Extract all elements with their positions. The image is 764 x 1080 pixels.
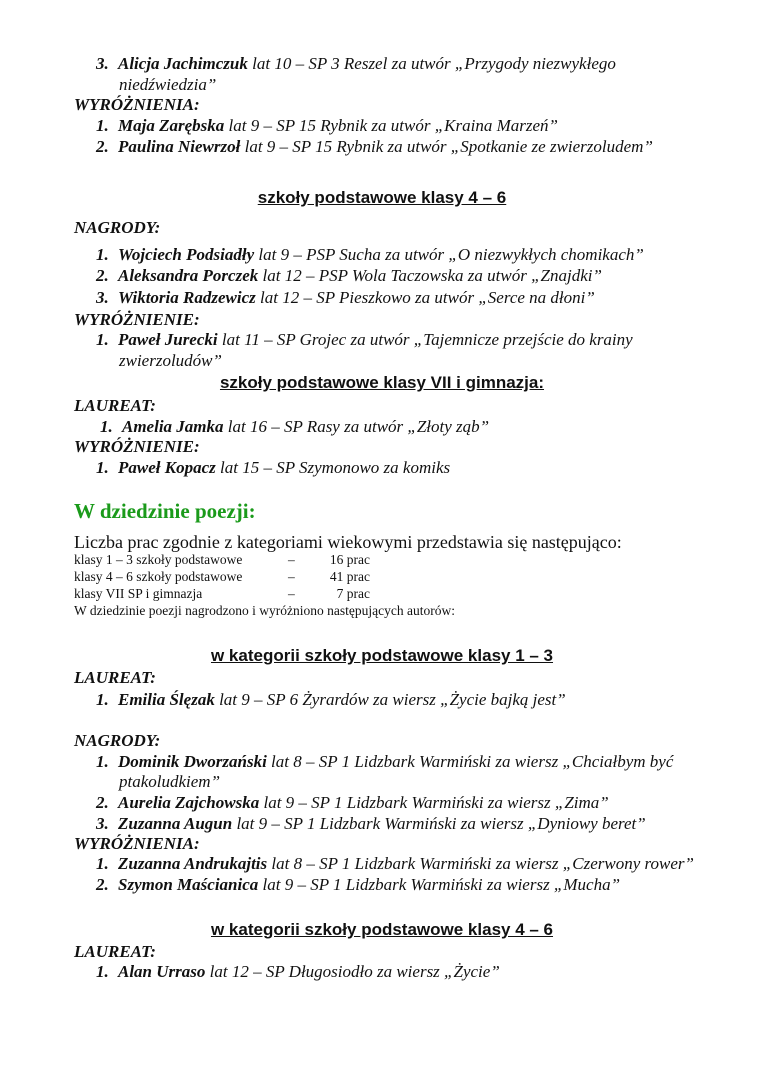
- item-details: lat 15 – SP Szymonowo za komiks: [215, 458, 451, 477]
- item-name: Alan Urraso: [118, 962, 206, 981]
- item-name: Paweł Jurecki: [118, 330, 218, 349]
- item-number: 1.: [96, 458, 109, 477]
- item-name: Paulina Niewrzoł: [118, 137, 241, 156]
- list-item: [96, 288, 595, 308]
- item-continuation: ptakoludkiem”: [119, 772, 221, 791]
- laureate-label: LAUREAT:: [74, 396, 156, 415]
- list-item: [96, 690, 566, 710]
- count-row: [74, 568, 370, 585]
- count-label: klasy 4 – 6 szkoły podstawowe: [74, 569, 243, 584]
- count-row: [74, 585, 370, 602]
- poetry-outro: W dziedzinie poezji nagrodzono i wyróżniono następujących autorów:: [74, 603, 455, 618]
- list-item: [96, 793, 609, 813]
- item-details: lat 10 – SP 3 Reszel za utwór „Przygody niezwykłego: [247, 54, 616, 73]
- item-details: lat 8 – SP 1 Lidzbark Warmiński za wiersz „Czerwony rower”: [267, 854, 694, 873]
- item-number: 1.: [100, 417, 113, 436]
- list-item: [96, 875, 620, 895]
- item-name: Aurelia Zajchowska: [118, 793, 260, 812]
- item-name: Zuzanna Augun: [118, 814, 233, 833]
- item-name: Dominik Dworzański: [118, 752, 267, 771]
- item-details: lat 9 – SP 15 Rybnik za utwór „Spotkanie ze zwierzoludem”: [240, 137, 653, 156]
- item-details: lat 9 – PSP Sucha za utwór „O niezwykłych chomikach”: [254, 245, 644, 264]
- list-item: [96, 266, 602, 286]
- list-item: [96, 962, 500, 982]
- item-details: lat 16 – SP Rasy za utwór „Złoty ząb”: [223, 417, 490, 436]
- item-number: 1.: [96, 752, 109, 771]
- laureate-label: LAUREAT:: [74, 668, 156, 687]
- item-number: 1.: [96, 854, 109, 873]
- list-item: [96, 245, 644, 265]
- item-name: Maja Zarębska: [118, 116, 225, 135]
- item-name: Aleksandra Porczek: [118, 266, 259, 285]
- list-item: [96, 137, 653, 157]
- item-details: lat 12 – SP Pieszkowo za utwór „Serce na dłoni”: [255, 288, 595, 307]
- item-details: lat 9 – SP 1 Lidzbark Warmiński za wiersz „Mucha”: [258, 875, 621, 894]
- count-value: 16 prac: [329, 552, 370, 567]
- count-label: klasy 1 – 3 szkoły podstawowe: [74, 552, 243, 567]
- list-item: [96, 752, 673, 772]
- list-item: [100, 417, 489, 437]
- item-number: 2.: [96, 266, 109, 285]
- list-item: [96, 814, 646, 834]
- item-details: lat 9 – SP 1 Lidzbark Warmiński za wiersz „Zima”: [259, 793, 609, 812]
- awards-label: NAGRODY:: [74, 218, 161, 237]
- count-label: klasy VII SP i gimnazja: [74, 586, 203, 601]
- section-heading: szkoły podstawowe klasy 4 – 6: [257, 188, 507, 207]
- item-name: Zuzanna Andrukajtis: [118, 854, 268, 873]
- item-number: 3.: [96, 288, 109, 307]
- laureate-label: LAUREAT:: [74, 942, 156, 961]
- item-details: lat 12 – SP Długosiodło za wiersz „Życie”: [205, 962, 500, 981]
- item-details: lat 9 – SP 15 Rybnik za utwór „Kraina Marzeń”: [224, 116, 558, 135]
- item-number: 1.: [96, 690, 109, 709]
- count-row: [74, 551, 370, 568]
- list-item: [96, 54, 616, 74]
- item-name: Amelia Jamka: [122, 417, 224, 436]
- count-dash: –: [288, 586, 295, 601]
- item-details: lat 9 – SP 6 Żyrardów za wiersz „Życie bajką jest”: [214, 690, 566, 709]
- item-number: 2.: [96, 875, 109, 894]
- list-item: [96, 458, 450, 478]
- item-details: lat 8 – SP 1 Lidzbark Warmiński za wiersz „Chciałbym być: [266, 752, 674, 771]
- item-name: Szymon Maścianica: [118, 875, 259, 894]
- item-number: 1.: [96, 116, 109, 135]
- item-number: 3.: [96, 814, 109, 833]
- item-number: 3.: [96, 54, 109, 73]
- item-name: Paweł Kopacz: [118, 458, 216, 477]
- item-name: Alicja Jachimczuk: [118, 54, 248, 73]
- poetry-title: W dziedzinie poezji:: [74, 499, 256, 523]
- list-item: [96, 854, 694, 874]
- section-heading: w kategorii szkoły podstawowe klasy 1 – 3: [210, 646, 554, 665]
- list-item: [96, 330, 633, 350]
- count-dash: –: [288, 552, 295, 567]
- item-number: 1.: [96, 962, 109, 981]
- section-heading: w kategorii szkoły podstawowe klasy 4 – 6: [210, 920, 554, 939]
- item-details: lat 9 – SP 1 Lidzbark Warmiński za wiersz „Dyniowy beret”: [232, 814, 646, 833]
- item-number: 1.: [96, 330, 109, 349]
- section-heading: szkoły podstawowe klasy VII i gimnazja:: [219, 373, 545, 392]
- distinctions-label: WYRÓŻNIENIA:: [74, 834, 200, 853]
- count-value: 41 prac: [329, 569, 370, 584]
- distinction-label: WYRÓŻNIENIE:: [74, 310, 200, 329]
- item-number: 2.: [96, 793, 109, 812]
- distinction-label: WYRÓŻNIENIE:: [74, 437, 200, 456]
- poetry-intro: Liczba prac zgodnie z kategoriami wiekowymi przedstawia się następująco:: [74, 532, 622, 552]
- item-name: Wiktoria Radzewicz: [118, 288, 256, 307]
- item-number: 1.: [96, 245, 109, 264]
- awards-label: NAGRODY:: [74, 731, 161, 750]
- item-name: Wojciech Podsiadły: [118, 245, 255, 264]
- distinctions-label: WYRÓŻNIENIA:: [74, 95, 200, 114]
- list-item: [96, 116, 558, 136]
- item-number: 2.: [96, 137, 109, 156]
- item-name: Emilia Ślęzak: [118, 690, 215, 709]
- item-continuation: niedźwiedzia”: [119, 75, 217, 94]
- count-dash: –: [288, 569, 295, 584]
- item-continuation: zwierzoludów”: [119, 351, 222, 370]
- item-details: lat 11 – SP Grojec za utwór „Tajemnicze przejście do krainy: [217, 330, 633, 349]
- item-details: lat 12 – PSP Wola Taczowska za utwór „Znajdki”: [258, 266, 602, 285]
- count-value: 7 prac: [336, 586, 370, 601]
